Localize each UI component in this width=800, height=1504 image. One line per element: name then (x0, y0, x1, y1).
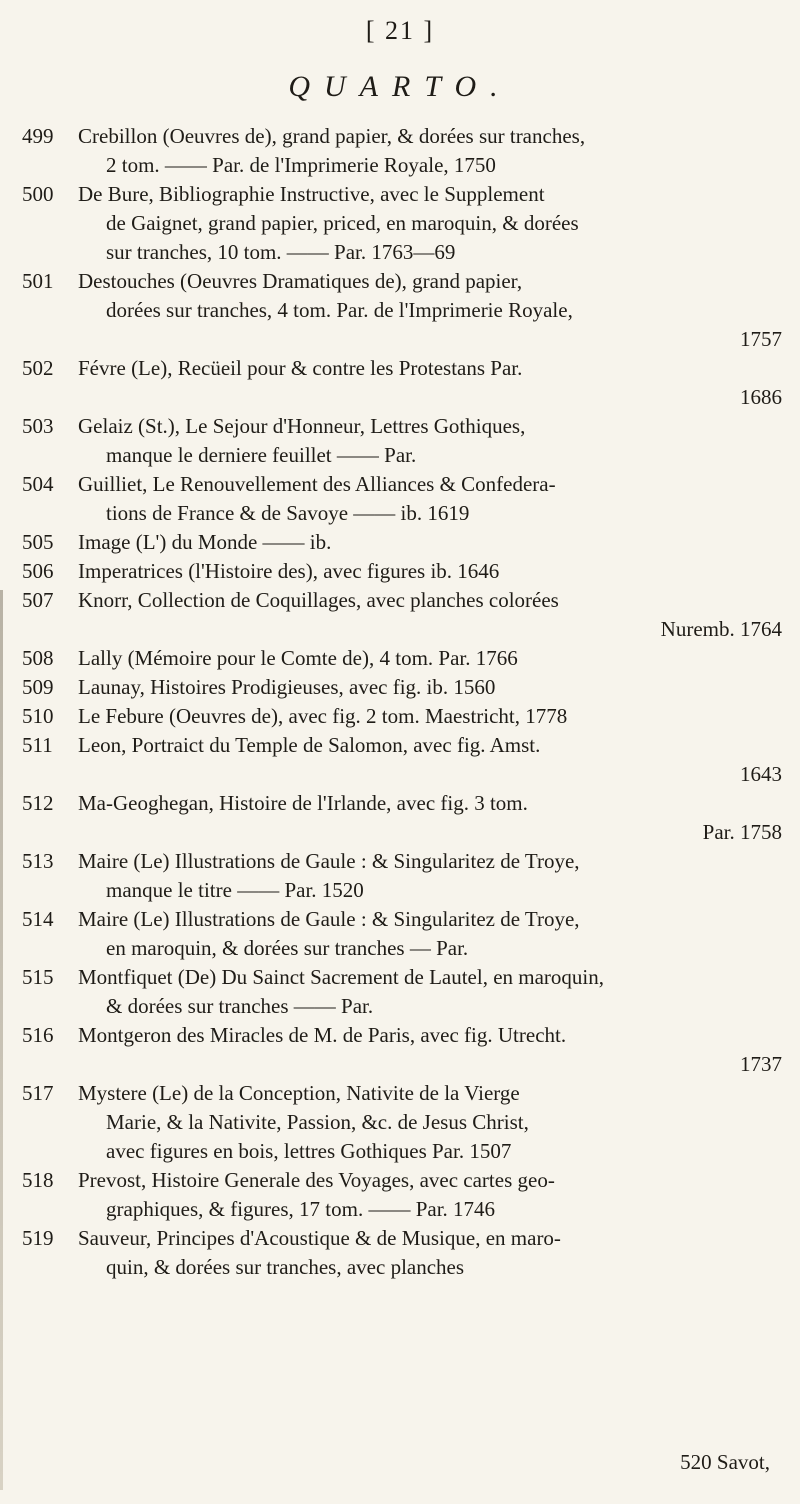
entry-line: Imperatrices (l'Histoire des), avec figures ib. 1646 (78, 559, 500, 583)
catalogue-entry (22, 528, 782, 557)
entry-number: 509 (22, 675, 54, 699)
entry-line: en maroquin, & dorées sur tranches — Par. (106, 936, 469, 960)
page-number: [ 21 ] (365, 16, 435, 45)
entry-line: 1643 (740, 762, 782, 786)
catalogue-entry (22, 789, 782, 847)
entry-number: 500 (22, 182, 54, 206)
entry-line: Maire (Le) Illustrations de Gaule : & Singularitez de Troye, (78, 907, 580, 931)
entry-line: Gelaiz (St.), Le Sejour d'Honneur, Lettres Gothiques, (78, 414, 526, 438)
catalogue-entry (22, 1021, 782, 1079)
catalogue-entry (22, 1224, 782, 1282)
entry-number: 507 (22, 588, 54, 612)
entry-number: 505 (22, 530, 54, 554)
entry-line: Montfiquet (De) Du Sainct Sacrement de Lautel, en maroquin, (78, 965, 605, 989)
catalogue-entry (22, 963, 782, 1021)
entry-line: de Gaignet, grand papier, priced, en maroquin, & dorées (106, 211, 579, 235)
catalogue-entry (22, 847, 782, 905)
catalogue-entries (22, 122, 782, 1282)
entry-line: Lally (Mémoire pour le Comte de), 4 tom. Par. 1766 (78, 646, 518, 670)
entry-line: tions de France & de Savoye —— ib. 1619 (106, 501, 470, 525)
entry-line: Prevost, Histoire Generale des Voyages, avec cartes geo- (78, 1168, 555, 1192)
entry-number: 512 (22, 791, 54, 815)
entry-line: Launay, Histoires Prodigieuses, avec fig. ib. 1560 (78, 675, 496, 699)
entry-line: Nuremb. 1764 (660, 617, 782, 641)
entry-number: 503 (22, 414, 54, 438)
entry-line: Le Febure (Oeuvres de), avec fig. 2 tom. Maestricht, 1778 (78, 704, 568, 728)
entry-line: Marie, & la Nativite, Passion, &c. de Jesus Christ, (106, 1110, 529, 1134)
catalogue-entry (22, 412, 782, 470)
entry-line: 2 tom. —— Par. de l'Imprimerie Royale, 1750 (106, 153, 496, 177)
entry-line: Sauveur, Principes d'Acoustique & de Musique, en maro- (78, 1226, 561, 1250)
entry-line: 1737 (740, 1052, 782, 1076)
entry-number: 504 (22, 472, 54, 496)
entry-number: 518 (22, 1168, 54, 1192)
entry-number: 519 (22, 1226, 54, 1250)
entry-line: manque le titre —— Par. 1520 (106, 878, 364, 902)
section-title: QUARTO. (288, 70, 512, 103)
catalogue-entry (22, 905, 782, 963)
entry-line: quin, & dorées sur tranches, avec planches (106, 1255, 465, 1279)
entry-line: 1757 (740, 327, 782, 351)
entry-number: 499 (22, 124, 54, 148)
catalogue-entry (22, 731, 782, 789)
entry-line: & dorées sur tranches —— Par. (106, 994, 374, 1018)
entry-line: Maire (Le) Illustrations de Gaule : & Singularitez de Troye, (78, 849, 580, 873)
entry-number: 502 (22, 356, 54, 380)
entry-line: graphiques, & figures, 17 tom. —— Par. 1746 (106, 1197, 496, 1221)
entry-line: Ma-Geoghegan, Histoire de l'Irlande, avec fig. 3 tom. (78, 791, 528, 815)
catalogue-entry (22, 702, 782, 731)
entry-number: 516 (22, 1023, 54, 1047)
entry-line: Destouches (Oeuvres Dramatiques de), grand papier, (78, 269, 523, 293)
catalogue-entry (22, 557, 782, 586)
entry-line: Guilliet, Le Renouvellement des Alliances & Confedera- (78, 472, 556, 496)
entry-number: 506 (22, 559, 54, 583)
entry-line: Image (L') du Monde —— ib. (78, 530, 332, 554)
catalogue-entry (22, 673, 782, 702)
entry-number: 510 (22, 704, 54, 728)
entry-number: 513 (22, 849, 54, 873)
entry-line: Leon, Portraict du Temple de Salomon, avec fig. Amst. (78, 733, 541, 757)
catalogue-entry (22, 180, 782, 267)
entry-number: 501 (22, 269, 54, 293)
catalogue-entry (22, 470, 782, 528)
entry-number: 511 (22, 733, 53, 757)
entry-line: avec figures en bois, lettres Gothiques Par. 1507 (106, 1139, 512, 1163)
entry-line: Crebillon (Oeuvres de), grand papier, & dorées sur tranches, (78, 124, 586, 148)
entry-line: Montgeron des Miracles de M. de Paris, avec fig. Utrecht. (78, 1023, 567, 1047)
entry-number: 514 (22, 907, 54, 931)
entry-number: 508 (22, 646, 54, 670)
gutter-shadow (0, 590, 3, 1490)
entry-line: manque le derniere feuillet —— Par. (106, 443, 417, 467)
catalogue-entry (22, 586, 782, 644)
catalogue-entry (22, 1079, 782, 1166)
entry-line: Knorr, Collection de Coquillages, avec planches colorées (78, 588, 559, 612)
entry-line: Mystere (Le) de la Conception, Nativite de la Vierge (78, 1081, 520, 1105)
entry-number: 515 (22, 965, 54, 989)
entry-line: Par. 1758 (702, 820, 782, 844)
entry-line: Févre (Le), Recüeil pour & contre les Protestans Par. (78, 356, 523, 380)
catchword: 520 Savot, (680, 1450, 770, 1474)
entry-line: De Bure, Bibliographie Instructive, avec le Supplement (78, 182, 545, 206)
catalogue-entry (22, 354, 782, 412)
entry-line: 1686 (740, 385, 782, 409)
catalogue-entry (22, 122, 782, 180)
entry-line: sur tranches, 10 tom. —— Par. 1763—69 (106, 240, 456, 264)
catalogue-entry (22, 644, 782, 673)
catalogue-entry (22, 1166, 782, 1224)
entry-number: 517 (22, 1081, 54, 1105)
entry-line: dorées sur tranches, 4 tom. Par. de l'Imprimerie Royale, (106, 298, 573, 322)
catalogue-entry (22, 267, 782, 354)
